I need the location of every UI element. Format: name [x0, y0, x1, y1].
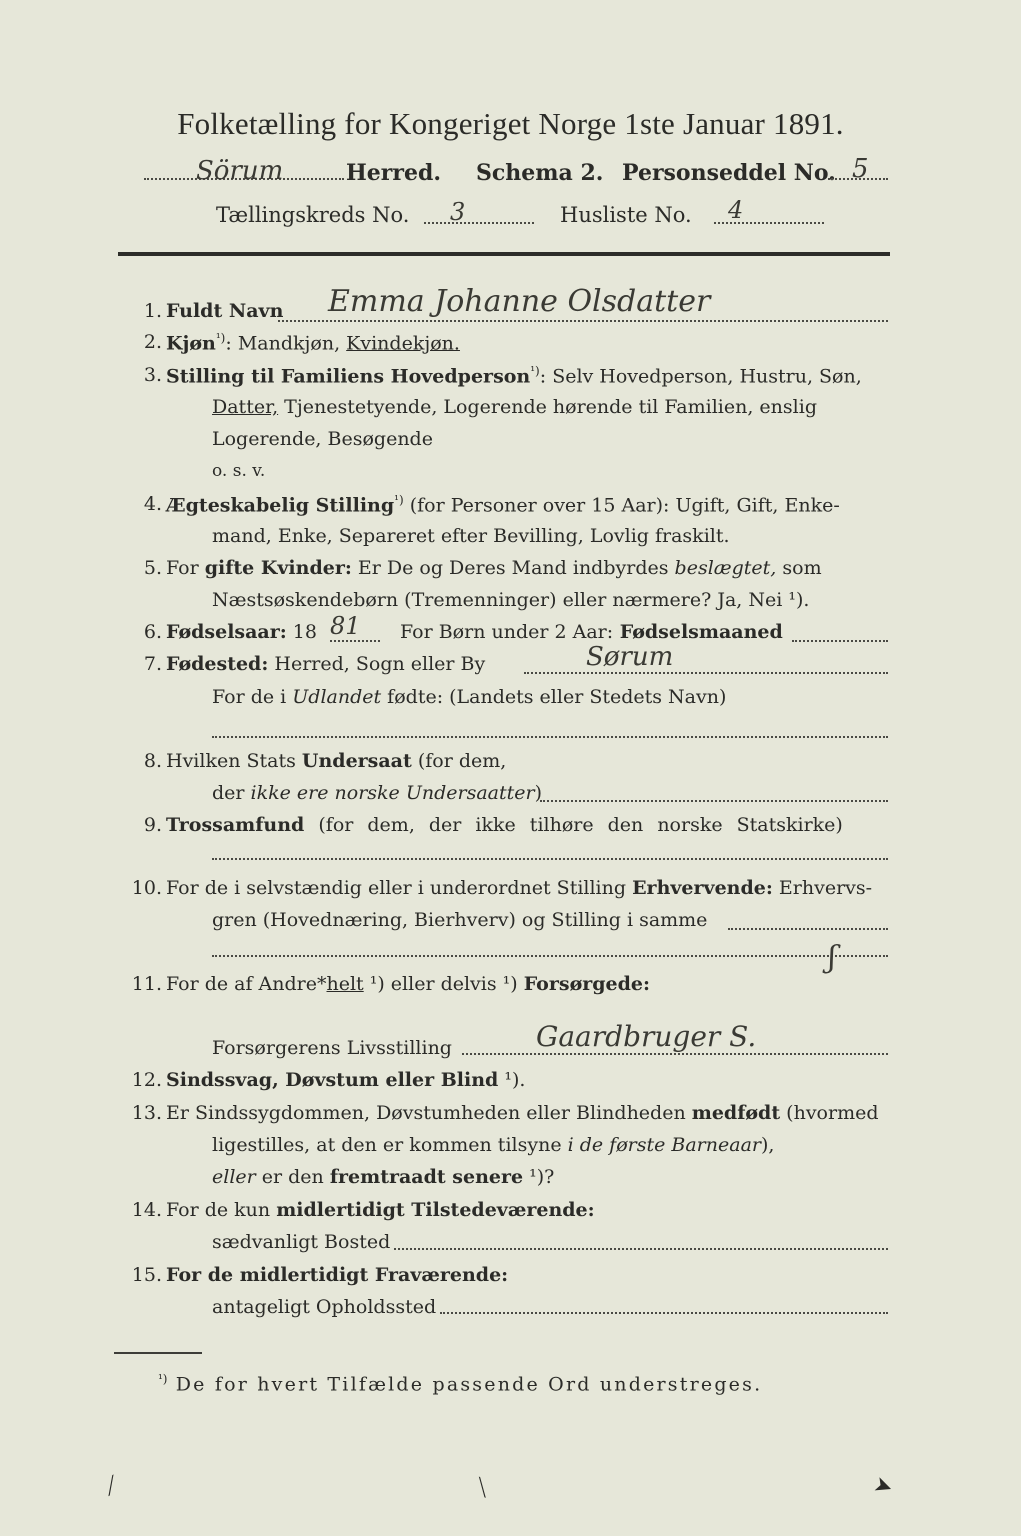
q4-footnote-mark: ¹): [394, 493, 404, 507]
q3-line4: o. s. v.: [212, 461, 266, 481]
q15-number: 15.: [131, 1264, 162, 1286]
q5-label: gifte Kvinder:: [204, 557, 352, 579]
personseddel-label: Personseddel No.: [622, 160, 836, 186]
q13-line2-italic: i de første Barneaar: [567, 1134, 761, 1156]
q1-value: Emma Johanne Olsdatter: [328, 284, 711, 319]
header-rule: [118, 252, 890, 256]
q1-label: Fuldt Navn: [166, 300, 284, 322]
q4-line1: (for Personer over 15 Aar): Ugift, Gift, Enke-: [403, 494, 840, 517]
q2-number: 2.: [143, 331, 162, 353]
q10-line2: gren (Hovednæring, Bierhverv) og Stilling i samme: [212, 909, 708, 931]
q5-line1a: Er De og Deres Mand indbyrdes: [351, 557, 675, 579]
q13-line2b: ),: [761, 1134, 775, 1156]
q15-line2: antageligt Opholdssted: [212, 1296, 437, 1318]
kreds-label: Tællingskreds No.: [216, 203, 410, 227]
schema-label: Schema 2.: [476, 160, 604, 186]
q2-answer: Kvindekjøn.: [346, 332, 460, 355]
q2-label: Kjøn: [166, 332, 216, 355]
q9-rest: (for dem, der ikke tilhøre den norske Statskirke): [304, 814, 843, 836]
q5-number: 5.: [143, 557, 162, 579]
q14-line2: sædvanligt Bosted: [212, 1231, 391, 1253]
q11-dotted-line: [462, 1053, 888, 1055]
form-title: Folketælling for Kongeriget Norge 1ste Januar 1891.: [177, 106, 844, 141]
q11-label: Forsørgede:: [523, 973, 651, 995]
herred-label: Herred.: [346, 160, 442, 186]
q7-place-dotted-line: [212, 736, 888, 738]
q10-label: Erhvervende:: [632, 877, 773, 899]
q3-number: 3.: [143, 364, 162, 386]
q1-dotted-line: [278, 320, 888, 322]
footnote: [158, 1372, 762, 1395]
q9-dotted-line: [212, 858, 888, 860]
q5-prefix: For: [166, 557, 205, 579]
q10-dotted-line-2: [212, 955, 888, 957]
q3-answer: Datter,: [212, 396, 279, 418]
q8-line1a: Hvilken Stats: [166, 750, 302, 772]
q3-line1: : Selv Hovedperson, Hustru, Søn,: [539, 365, 862, 388]
q13-number: 13.: [131, 1102, 162, 1124]
husliste-label: Husliste No.: [560, 203, 692, 227]
q8-number: 8.: [143, 750, 162, 772]
q6-label: Fødselsaar:: [166, 621, 287, 643]
corner-mark-right: ➤: [870, 1471, 897, 1502]
q11-value: Gaardbruger S.: [536, 1020, 757, 1053]
q15-label: For de midlertidigt Fraværende:: [166, 1264, 509, 1286]
q8-line2b: ): [534, 782, 542, 804]
q8-line2-italic: ikke ere norske Undersaatter: [250, 782, 535, 804]
q2-options: : Mandkjøn,: [225, 332, 347, 355]
q11-line2: Forsørgerens Livsstilling: [212, 1037, 452, 1059]
q11-answer: helt: [326, 973, 364, 995]
q13-line3-bold: fremtraadt senere: [329, 1166, 524, 1188]
q4-line2: mand, Enke, Separeret efter Bevilling, Lovlig fraskilt.: [212, 525, 730, 547]
q3-line2: Tjenestetyende, Logerende hørende til Familien, enslig: [278, 396, 817, 418]
q7-number: 7.: [143, 653, 162, 675]
q7-label: Fødested:: [166, 653, 269, 675]
q14-number: 14.: [131, 1199, 162, 1221]
q8-line1c: (for dem,: [411, 750, 507, 772]
q6-label2: Fødselsmaaned: [613, 621, 783, 643]
q3-line3: Logerende, Besøgende: [212, 428, 433, 450]
q2-footnote-mark: ¹): [215, 331, 226, 345]
q13-label: medfødt: [691, 1102, 781, 1124]
census-form: Folketælling for Kongeriget Norge 1ste Januar 1891. Sörum Herred. Schema 2. Personseddel No. 5 Tællingskreds No. 3 Husliste No. 4 1. Fuldt Navn Emma Johanne Olsdatter 2. Kjøn$^{^1)}$: Mandkjøn, Kvindekjøn. 3. Stilling til Familiens Hovedperson$^{^1)}$: Selv Hovedperson, Hustru, Søn, Datter, Tjenestetyende, Logerende hørende til Familien, enslig Logerende, Besøgende o. s. v. 4. Ægteskabelig Stilling$^{^1)}$ (for Personer over 15 Aar): Ugift, Gift, Enke- mand, Enke, Separeret efter Bevilling, Lovlig fraskilt. 5. For gifte Kvinder: Er De og Deres Mand indbyrdes beslægtet, som Næstsøskendebørn (Tremenninger) eller nærmere? Ja, Nei ¹). 6. Fødselsaar: 18 81 For Børn under 2 Aar: Fødselsmaaned 7. Fødested: Herred, Sogn eller By Sørum For de i Udlandet fødte: (Landets eller Stedets Navn) 8. Hvilken Stats Undersaat (for dem, der ikke ere norske Undersaatter) 9. Trossamfund (for dem, der ikke tilhøre den norske Statskirke) 10. For de i selvstændig eller i underordnet Stilling Erhvervende: Erhvervs- gren (Hovednæring, Bierhverv) og Stilling i samme 11. For de af Andre*helt ¹) eller delvis ¹) Forsørgede: ʃ Forsørgerens Livsstilling Gaardbruger S. 12. Sindssvag, Døvstum eller Blind ¹). 13. Er Sindssygdommen, Døvstumheden eller Blindheden medfødt (hvormed ligestilles, at den er kommen tilsyne i de første Barneaar), eller er den fremtraadt senere ¹)? 14. For de kun midlertidigt Tilstedeværende: sædvanligt Bosted 15. For de midlertidigt Fraværende: antageligt Opholdssted $^{^1)}$ De for hvert Tilfælde passende Ord understreges. ⟋ ⟍ ➤: [0, 0, 1021, 1536]
q5-line1b: som: [776, 557, 822, 579]
q13-line3-italic: eller: [212, 1166, 256, 1188]
q1-number: 1.: [143, 300, 162, 322]
q7-dotted-line: [524, 672, 888, 674]
personseddel-value: 5: [852, 154, 869, 184]
q8-line2a: der: [212, 782, 251, 804]
q13-line3c: ¹)?: [523, 1166, 555, 1188]
q13-line1c: (hvormed: [780, 1102, 879, 1124]
q5-line2: Næstsøskendebørn (Tremenninger) eller nærmere? Ja, Nei ¹).: [212, 589, 810, 611]
q8-dotted-line: [540, 800, 888, 802]
q3-label: Stilling til Familiens Hovedperson: [166, 365, 531, 388]
q13-line2a: ligestilles, at den er kommen tilsyne: [212, 1134, 568, 1156]
q6-dotted-line: [330, 640, 380, 642]
q9-label: Trossamfund: [166, 814, 305, 836]
q14-label: midlertidigt Tilstedeværende:: [276, 1199, 595, 1221]
q12-number: 12.: [131, 1069, 162, 1091]
q12-rest: ¹).: [498, 1069, 526, 1091]
q12-label: Sindssvag, Døvstum eller Blind: [166, 1069, 499, 1091]
corner-mark-left: ⟋: [98, 1471, 125, 1502]
q3-footnote-mark: ¹): [530, 364, 540, 378]
q6-value: 81: [330, 612, 361, 640]
husliste-value: 4: [728, 196, 744, 224]
q7-line2-italic: Udlandet: [292, 686, 382, 708]
q6-month-dotted-line: [792, 640, 888, 642]
q11-number: 11.: [131, 973, 162, 995]
q14-prefix: For de kun: [166, 1199, 277, 1221]
q14-dotted-line: [394, 1248, 888, 1250]
q4-label: Ægteskabelig Stilling: [166, 494, 395, 517]
q7-line2a: For de i: [212, 686, 293, 708]
q4-number: 4.: [143, 493, 162, 515]
q6-number: 6.: [143, 621, 162, 643]
q10-line1c: Erhvervs-: [772, 877, 873, 899]
q11-loop-mark: ʃ: [828, 940, 837, 975]
q11-line1a: For de af Andre: [166, 973, 317, 995]
q10-dotted-line: [728, 928, 888, 930]
kreds-dotted-line: [424, 222, 534, 224]
q5-line1-italic: beslægtet,: [674, 557, 777, 579]
q6-prefix: 18: [286, 621, 317, 643]
q8-label: Undersaat: [301, 750, 412, 772]
corner-mark-middle: ⟍: [469, 1473, 494, 1504]
q13-line1a: Er Sindssygdommen, Døvstumheden eller Blindheden: [166, 1102, 692, 1124]
q15-dotted-line: [440, 1312, 888, 1314]
q9-number: 9.: [143, 814, 162, 836]
q7-line2b: fødte: (Landets eller Stedets Navn): [381, 686, 727, 708]
q10-number: 10.: [131, 877, 162, 899]
footnote-rule: [114, 1352, 202, 1354]
q10-line1a: For de i selvstændig eller i underordnet Stilling: [166, 877, 633, 899]
herred-value: Sörum: [196, 156, 284, 186]
footnote-mark: ¹): [158, 1372, 168, 1386]
q13-line3a: er den: [255, 1166, 330, 1188]
q7-rest: Herred, Sogn eller By: [268, 653, 486, 675]
kreds-value: 3: [450, 198, 466, 226]
q11-line1b: ¹) eller delvis ¹): [363, 973, 524, 995]
q6-mid: For Børn under 2 Aar:: [400, 621, 614, 643]
footnote-text: De for hvert Tilfælde passende Ord understreges.: [167, 1373, 763, 1396]
q7-value: Sørum: [586, 642, 674, 672]
